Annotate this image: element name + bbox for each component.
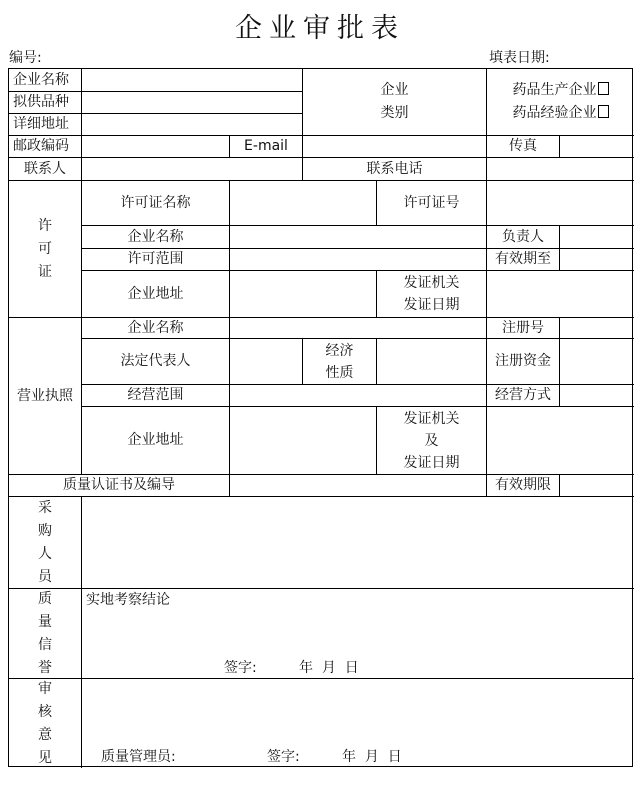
form-title: 企业审批表	[235, 13, 405, 44]
postcode-field[interactable]	[82, 136, 230, 158]
email-field[interactable]	[303, 136, 487, 158]
contact-person-label: 联系人	[9, 158, 82, 181]
license-number-field[interactable]	[487, 181, 634, 226]
approval-form-table	[8, 68, 633, 767]
cert-validity-field[interactable]	[560, 475, 634, 497]
registered-capital-field[interactable]	[560, 339, 634, 385]
business-mode-field[interactable]	[560, 385, 634, 407]
license-authority-label: 发证机关 发证日期	[377, 271, 487, 318]
license-scope-label: 许可范围	[82, 249, 230, 271]
person-in-charge-label: 负责人	[487, 226, 560, 249]
economic-nature-field[interactable]	[377, 339, 487, 385]
approval-date-label: 年 月 日	[342, 749, 402, 765]
business-address-field[interactable]	[230, 407, 377, 475]
credit-date-label: 年 月 日	[299, 660, 359, 676]
license-company-name-label: 企业名称	[82, 226, 230, 249]
license-address-label: 企业地址	[82, 271, 230, 318]
company-name-field[interactable]	[82, 69, 303, 92]
fax-label: 传真	[487, 136, 560, 158]
phone-field[interactable]	[487, 158, 634, 181]
license-name-field[interactable]	[230, 181, 377, 226]
company-name-label: 企业名称	[9, 69, 82, 92]
category-option-manufacturer[interactable]	[513, 79, 609, 102]
inspection-conclusion-label: 实地考察结论	[86, 592, 170, 608]
purchaser-label: 采 购 人 员	[9, 497, 82, 589]
valid-until-field[interactable]	[560, 249, 634, 271]
drug-varieties-field[interactable]	[82, 92, 303, 114]
phone-label: 联系电话	[303, 158, 487, 181]
drug-varieties-label: 拟供品种	[9, 92, 82, 114]
distributor-checkbox[interactable]	[598, 105, 609, 118]
category-option-label: 药品经验企业	[512, 105, 597, 121]
fax-field[interactable]	[560, 136, 634, 158]
legal-representative-field[interactable]	[230, 339, 303, 385]
approval-opinion-label: 审 核 意 见	[9, 679, 82, 768]
valid-until-label: 有效期至	[487, 249, 560, 271]
person-in-charge-field[interactable]	[560, 226, 634, 249]
license-name-label: 许可证名称	[82, 181, 230, 226]
quality-credit-label: 质 量 信 誉	[9, 589, 82, 679]
business-address-label: 企业地址	[82, 407, 230, 475]
economic-nature-label: 经济 性质	[303, 339, 377, 385]
license-authority-field[interactable]	[487, 271, 634, 318]
fill-date-label: 填表日期:	[489, 50, 550, 66]
company-category-options	[487, 69, 634, 136]
license-company-name-field[interactable]	[230, 226, 487, 249]
email-label: E-mail	[230, 136, 303, 158]
legal-representative-label: 法定代表人	[82, 339, 230, 385]
contact-person-field[interactable]	[82, 158, 303, 181]
business-mode-label: 经营方式	[487, 385, 560, 407]
business-license-section-label: 营业执照	[9, 318, 82, 475]
business-scope-label: 经营范围	[82, 385, 230, 407]
quality-cert-label: 质量认证书及编导	[9, 475, 230, 497]
business-authority-label: 发证机关 及 发证日期	[377, 407, 487, 475]
purchaser-field[interactable]	[82, 497, 634, 589]
quality-manager-label: 质量管理员:	[101, 749, 176, 765]
approval-signature-label: 签字:	[267, 749, 300, 765]
business-company-name-label: 企业名称	[82, 318, 230, 339]
license-section-label: 许 可 证	[9, 181, 82, 318]
address-label: 详细地址	[9, 114, 82, 136]
manufacturer-checkbox[interactable]	[598, 82, 609, 95]
company-category-label: 企业 类别	[303, 69, 487, 136]
registration-number-field[interactable]	[560, 318, 634, 339]
category-option-label: 药品生产企业	[512, 82, 597, 98]
category-option-distributor[interactable]	[513, 102, 609, 125]
business-authority-field[interactable]	[487, 407, 634, 475]
cert-validity-label: 有效期限	[487, 475, 560, 497]
credit-signature-label: 签字:	[224, 660, 257, 676]
license-address-field[interactable]	[230, 271, 377, 318]
business-scope-field[interactable]	[230, 385, 487, 407]
postcode-label: 邮政编码	[9, 136, 82, 158]
address-field[interactable]	[82, 114, 303, 136]
registered-capital-label: 注册资金	[487, 339, 560, 385]
license-number-label: 许可证号	[377, 181, 487, 226]
serial-number-label: 编号:	[9, 50, 42, 66]
license-scope-field[interactable]	[230, 249, 487, 271]
quality-cert-field[interactable]	[230, 475, 487, 497]
registration-number-label: 注册号	[487, 318, 560, 339]
business-company-name-field[interactable]	[230, 318, 487, 339]
